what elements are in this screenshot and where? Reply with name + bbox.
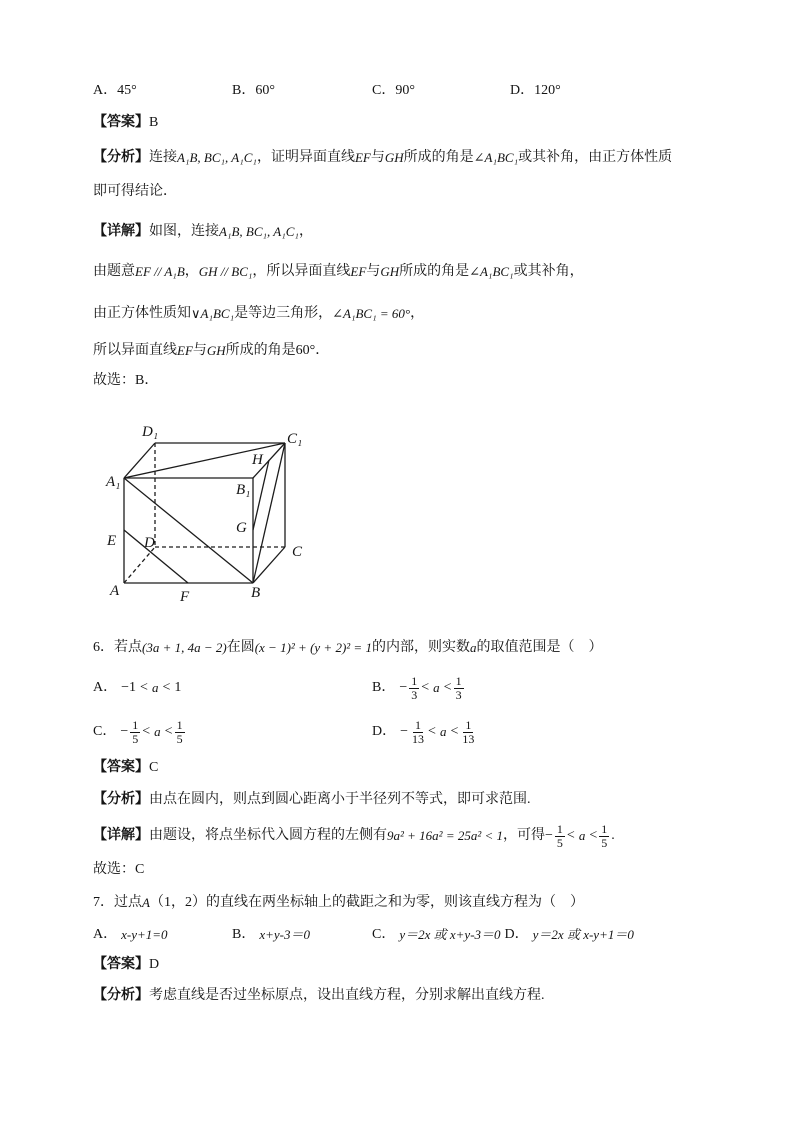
numerator: 1 [556, 821, 563, 836]
text-segment: 如图，连接 [149, 224, 219, 239]
text-segment: 所成的角是 [225, 343, 296, 358]
q6-conclusion [93, 861, 144, 879]
text-segment: 与 [192, 343, 207, 358]
math-segment: EF [350, 264, 367, 279]
q7-stem [93, 894, 584, 912]
detail-tag: 【详解】 [93, 224, 149, 239]
option-label: D． [372, 724, 397, 739]
q6-detail [93, 821, 615, 851]
result-relation: < [566, 828, 575, 843]
vertex-label-c1: C₁ [287, 431, 303, 447]
option-variable: a [151, 680, 159, 695]
text-segment: （1，2）的直线在两坐标轴上的截距之和为零，则该直线方程为（ ） [149, 895, 584, 910]
text-segment: ． [315, 343, 330, 358]
fraction-rhs [599, 823, 609, 850]
option-text: y＝2x 或 x-y+1＝0 [532, 927, 634, 942]
denominator: 5 [176, 731, 183, 746]
answer-value: B [149, 115, 159, 130]
math-segment: 9a² + 16a² = 25a² < 1 [387, 828, 504, 843]
text-segment: ， [410, 306, 425, 321]
q5-detail-line1 [93, 223, 313, 241]
answer-value: D [149, 957, 160, 972]
option-relation: < [140, 680, 148, 695]
numerator: 1 [411, 673, 418, 688]
result-relation: < [589, 828, 598, 843]
vertex-label-b1: B₁ [236, 482, 251, 498]
vertex-label-a: A [110, 583, 120, 599]
q6-analysis [93, 791, 531, 809]
numerator: 1 [132, 717, 139, 732]
text-segment: 所成的角是 [399, 264, 470, 279]
option-label: A． [93, 680, 118, 695]
math-segment: EF [354, 150, 371, 165]
math-segment: GH [380, 264, 400, 279]
q6-option-d [372, 717, 478, 747]
point-label-h: H [252, 452, 263, 468]
math-segment: GH [384, 150, 404, 165]
math-segment: ∨A₁BC₁ [191, 306, 235, 321]
conclusion-text: 故选：B． [93, 373, 159, 388]
q5-detail-line4 [93, 342, 329, 360]
fraction-rhs [175, 719, 185, 746]
math-segment: (3a + 1, 4a − 2) [142, 640, 227, 655]
option-text: y＝2x 或 x+y-3＝0 [399, 927, 501, 942]
vertex-label-b: B [251, 585, 261, 601]
denominator: 13 [462, 731, 475, 746]
text-segment: 的内部，则实数 [371, 640, 470, 655]
math-segment: A [142, 895, 150, 910]
answer-tag: 【答案】 [93, 115, 149, 130]
segment-e-f [124, 530, 188, 583]
denominator: 3 [455, 687, 462, 702]
q6-answer [93, 759, 158, 777]
math-segment: A₁B, BC₁, A₁C₁ [177, 150, 257, 165]
text-segment: 连接 [149, 150, 177, 165]
detail-tag: 【详解】 [93, 828, 149, 843]
cube-figure [100, 415, 310, 607]
q5-detail-line3 [93, 305, 424, 323]
vertex-label-c: C [292, 544, 303, 560]
segment-g-h [253, 460, 269, 530]
segment-a1-b [124, 478, 253, 583]
vertex-label-d: D [144, 535, 155, 551]
text-segment: 所成的角是 [403, 150, 474, 165]
denominator: 13 [412, 731, 425, 746]
option-label: A． [93, 927, 118, 942]
vertex-label-d1: D₁ [142, 424, 159, 440]
q5-conclusion [93, 372, 158, 390]
option-label: D． [510, 83, 535, 98]
text-segment: 由题意 [93, 264, 135, 279]
q5-option-b [232, 82, 275, 100]
text-segment: 6．若点 [93, 640, 142, 655]
text-segment: . [611, 828, 615, 843]
option-sign: − [120, 724, 129, 739]
fraction-rhs [460, 719, 476, 746]
option-label: D． [504, 927, 529, 942]
point-label-g: G [236, 520, 247, 536]
answer-tag: 【答案】 [93, 760, 149, 775]
math-segment: 60° [295, 343, 316, 358]
option-relation: < [450, 724, 459, 739]
q6-option-b [372, 673, 466, 703]
fraction-lhs [409, 675, 419, 702]
q5-analysis-line2 [93, 183, 177, 201]
text-segment: 或其补角，由正方体性质 [518, 150, 673, 165]
option-sign: − [400, 724, 409, 739]
q7-analysis [93, 987, 545, 1005]
q6-option-a [93, 673, 181, 703]
q6-option-c [93, 717, 187, 747]
q7-option-a [93, 926, 168, 944]
numerator: 1 [601, 821, 608, 836]
text-segment: ， [184, 264, 199, 279]
option-label: A． [93, 83, 118, 98]
q7-answer [93, 956, 159, 974]
option-relation: < [421, 680, 430, 695]
option-text: x-y+1=0 [121, 927, 168, 942]
conclusion-text: 故选：C [93, 862, 145, 877]
math-segment: EF [177, 343, 193, 358]
option-rhs: 1 [174, 680, 182, 695]
result-sign: − [545, 828, 553, 843]
q5-option-a [93, 82, 137, 100]
fraction-lhs [555, 823, 565, 850]
text-segment: 与 [370, 150, 385, 165]
text-segment: 的取值范围是（ ） [476, 640, 603, 655]
text-segment: 由题设，将点坐标代入圆方程的左侧有 [149, 828, 387, 843]
option-variable: a [439, 724, 447, 739]
text-segment: 或其补角， [513, 264, 584, 279]
q5-detail-line2 [93, 263, 584, 281]
q5-answer [93, 114, 158, 132]
denominator: 5 [132, 731, 139, 746]
text-segment: 7．过点 [93, 895, 142, 910]
option-text: 120° [534, 83, 561, 98]
numerator: 1 [176, 717, 183, 732]
option-relation: < [443, 680, 452, 695]
option-variable: a [433, 680, 440, 695]
analysis-tag: 【分析】 [93, 988, 149, 1003]
q5-analysis-line1 [93, 149, 672, 167]
math-segment: a [469, 640, 477, 655]
result-variable: a [578, 828, 586, 843]
math-segment: ∠A₁BC₁ [473, 150, 519, 165]
edge-c-b [253, 547, 285, 583]
text-segment: 即可得结论． [93, 184, 177, 199]
text-segment: 与 [366, 264, 381, 279]
analysis-tag: 【分析】 [93, 792, 149, 807]
text-segment: 由正方体性质知 [93, 306, 191, 321]
option-variable: a [154, 724, 161, 739]
text-segment: 是等边三角形， [234, 306, 333, 321]
option-relation: < [142, 724, 151, 739]
fraction-lhs [130, 719, 140, 746]
answer-value: C [149, 760, 159, 775]
option-label: C． [93, 724, 117, 739]
q5-option-c [372, 82, 415, 100]
text-segment: ， [298, 224, 313, 239]
option-label: C． [372, 83, 396, 98]
numerator: 1 [455, 673, 462, 688]
option-text: 60° [255, 83, 275, 98]
option-label: C． [372, 927, 396, 942]
numerator: 1 [415, 717, 422, 732]
vertex-label-a1: A₁ [106, 474, 121, 490]
math-segment: (x − 1)² + (y + 2)² = 1 [254, 640, 372, 655]
text-segment: 考虑直线是否过坐标原点，设出直线方程，分别求解出直线方程. [149, 988, 545, 1003]
denominator: 3 [411, 687, 418, 702]
fraction-lhs [410, 719, 426, 746]
text-segment: ，所以异面直线 [252, 264, 351, 279]
option-text: 45° [117, 83, 137, 98]
option-label: B． [232, 83, 256, 98]
point-label-f: F [180, 589, 190, 605]
math-segment: GH [206, 343, 226, 358]
q6-stem [93, 639, 602, 657]
option-label: B． [232, 927, 256, 942]
option-relation: < [162, 680, 171, 695]
math-segment: GH // BC₁ [198, 264, 253, 279]
analysis-tag: 【分析】 [93, 150, 149, 165]
point-label-e: E [107, 533, 117, 549]
math-segment: ∠A₁BC₁ = 60° [332, 306, 411, 321]
q5-option-d [510, 82, 561, 100]
answer-tag: 【答案】 [93, 957, 149, 972]
option-sign: − [399, 680, 408, 695]
option-lhs: −1 [121, 680, 137, 695]
math-segment: A₁B, BC₁, A₁C₁ [219, 224, 299, 239]
option-relation: < [428, 724, 436, 739]
text-segment: ，可得 [503, 828, 546, 843]
text-segment: 在圆 [226, 640, 255, 655]
text-segment: 由点在圆内，则点到圆心距离小于半径列不等式，即可求范围. [149, 792, 531, 807]
math-segment: ∠A₁BC₁ [469, 264, 514, 279]
option-label: B． [372, 680, 396, 695]
fraction-rhs [454, 675, 464, 702]
q7-options-c-d [372, 926, 634, 944]
option-text: 90° [395, 83, 415, 98]
denominator: 5 [601, 835, 608, 850]
text-segment: 所以异面直线 [93, 343, 177, 358]
q7-option-b [232, 926, 310, 944]
text-segment: ，证明异面直线 [256, 150, 355, 165]
math-segment: EF // A₁B [135, 264, 185, 279]
denominator: 5 [556, 835, 563, 850]
numerator: 1 [465, 717, 472, 732]
option-relation: < [164, 724, 173, 739]
option-text: x+y-3＝0 [259, 927, 310, 942]
